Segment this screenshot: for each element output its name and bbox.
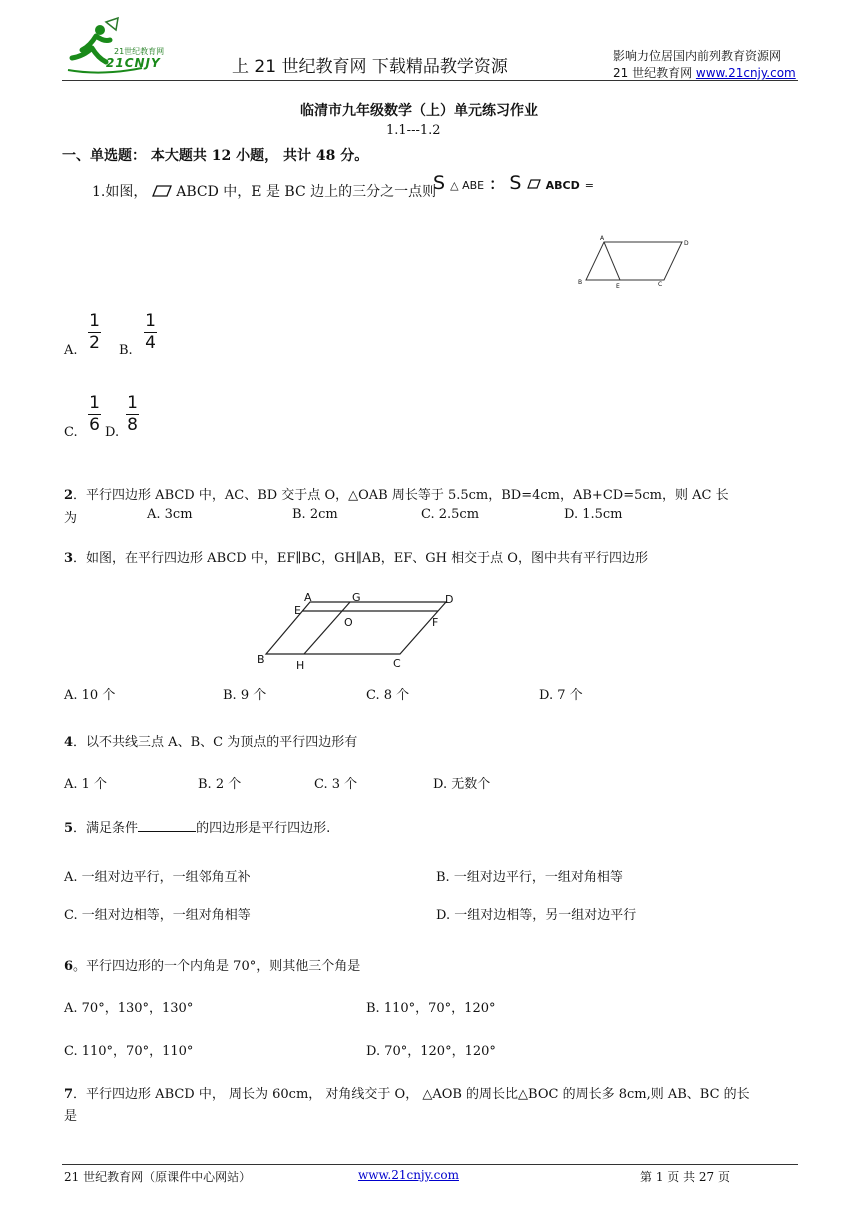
question-7 (64, 1083, 750, 1102)
q4-option-b[interactable]: B. 2 个 (198, 777, 242, 792)
q1-text: ABCD 中，E 是 BC 边上的三分之一点则 (176, 184, 437, 200)
label-b: B (578, 279, 583, 286)
q6-option-a[interactable]: A. 70°，130°，130° (64, 1001, 194, 1016)
parallelogram-icon (527, 179, 541, 189)
label-d: D (445, 593, 454, 606)
label-h: H (296, 659, 305, 672)
q1-option-b-label[interactable]: B. (119, 343, 133, 358)
q6-number: 6 (64, 959, 74, 974)
fraction-denominator: 2 (89, 333, 100, 353)
label-g: G (352, 591, 361, 604)
label-c: C (658, 281, 663, 288)
q5-blank[interactable] (138, 819, 196, 832)
q1-option-d-fraction (126, 394, 139, 435)
q1-ratio (433, 172, 594, 194)
label-b: B (257, 653, 265, 666)
q4-number: 4 (64, 735, 74, 750)
q1-option-d-label[interactable]: D. (105, 425, 120, 440)
q2-option-a[interactable]: A. 3cm (147, 507, 193, 522)
q2-option-c[interactable]: C. 2.5cm (421, 507, 480, 522)
parallelogram-abcd (586, 242, 682, 280)
question-4 (64, 731, 357, 750)
q5-option-a[interactable]: A. 一组对边平行，一组邻角互补 (64, 870, 251, 885)
logo (62, 16, 182, 80)
q6-option-b[interactable]: B. 110°，70°，120° (366, 1001, 496, 1016)
q5-option-d[interactable]: D. 一组对边相等，另一组对边平行 (436, 908, 637, 923)
q2-option-b[interactable]: B. 2cm (292, 507, 338, 522)
fraction-numerator: 1 (89, 311, 100, 331)
q3-option-b[interactable]: B. 9 个 (223, 688, 267, 703)
q1-option-a-fraction (88, 312, 101, 353)
q6-text: 。平行四边形的一个内角是 70°，则其他三个角是 (73, 959, 361, 974)
q1-triangle-sub: △ ABE (450, 179, 485, 192)
q7-text: ．平行四边形 ABCD 中， 周长为 60cm， 对角线交于 O， △AOB 的周长比△BOC 的周长多 8cm,则 AB、BC 的长 (73, 1087, 750, 1102)
fraction-denominator: 4 (145, 333, 156, 353)
fraction-denominator: 8 (127, 415, 138, 435)
q4-option-d[interactable]: D. 无数个 (433, 777, 491, 792)
question-2 (64, 484, 729, 503)
header-title: 上 21 世纪教育网 下载精品教学资源 (232, 57, 508, 77)
q5-text-a: ．满足条件 (73, 821, 139, 836)
logo-bottom-text: 21CNJY (106, 56, 161, 70)
question-3 (64, 547, 648, 566)
q3-figure (252, 588, 468, 674)
q1-option-c-fraction (88, 394, 101, 435)
label-o: O (344, 616, 353, 629)
q7-number: 7 (64, 1087, 74, 1102)
q3-option-d[interactable]: D. 7 个 (539, 688, 583, 703)
q4-option-c[interactable]: C. 3 个 (314, 777, 358, 792)
question-6 (64, 955, 360, 974)
q3-option-a[interactable]: A. 10 个 (64, 688, 116, 703)
footer-page-number: 第 1 页 共 27 页 (640, 1170, 730, 1184)
label-e: E (294, 604, 301, 617)
header-right-line2 (613, 64, 796, 81)
fraction-numerator: 1 (89, 393, 100, 413)
fraction-denominator: 6 (89, 415, 100, 435)
q1-parallelogram-sub: ABCD (545, 179, 580, 192)
label-a: A (600, 235, 605, 242)
header-site-link[interactable]: www.21cnjy.com (695, 66, 796, 80)
doc-title: 临清市九年级数学（上）单元练习作业 (300, 103, 538, 119)
doc-subtitle: 1.1---1.2 (386, 123, 441, 138)
label-d: D (684, 240, 689, 247)
header-rule (62, 80, 798, 81)
fraction-numerator: 1 (145, 311, 156, 331)
parallelogram-abcd (266, 602, 446, 654)
q1-figure (574, 232, 700, 292)
q1-equals: = (584, 179, 595, 192)
fraction-numerator: 1 (127, 393, 138, 413)
q2-text: ．平行四边形 ABCD 中，AC、BD 交于点 O，△OAB 周长等于 5.5cm，BD=4cm，AB+CD=5cm，则 AC 长 (73, 488, 729, 503)
q4-option-a[interactable]: A. 1 个 (64, 777, 108, 792)
footer-left: 21 世纪教育网（原课件中心网站） (64, 1170, 252, 1184)
q6-option-c[interactable]: C. 110°，70°，110° (64, 1044, 194, 1059)
q5-option-c[interactable]: C. 一组对边相等，一组对角相等 (64, 908, 251, 923)
q1-option-a-label[interactable]: A. (64, 343, 78, 358)
label-a: A (304, 591, 312, 604)
q3-option-c[interactable]: C. 8 个 (366, 688, 410, 703)
q5-text-b: 的四边形是平行四边形. (196, 821, 331, 836)
q3-text: ．如图，在平行四边形 ABCD 中，EF∥BC，GH∥AB，EF、GH 相交于点 O，图中共有平行四边形 (73, 551, 648, 566)
q1-option-c-label[interactable]: C. (64, 425, 78, 440)
q5-number: 5 (64, 821, 74, 836)
logo-top-text: 21世纪教育网 (114, 47, 165, 56)
label-e: E (616, 283, 620, 290)
q1-s-symbol-2: S (509, 172, 522, 194)
q1-s-symbol: S (433, 172, 446, 194)
q2-option-d[interactable]: D. 1.5cm (564, 507, 623, 522)
header-site-name: 21 世纪教育网 (613, 66, 693, 80)
q2-number: 2 (64, 488, 74, 503)
q6-option-d[interactable]: D. 70°，120°，120° (366, 1044, 496, 1059)
section-heading: 一、单选题： 本大题共 12 小题， 共计 48 分。 (62, 148, 369, 164)
question-1 (92, 181, 436, 201)
q5-option-b[interactable]: B. 一组对边平行，一组对角相等 (436, 870, 623, 885)
q4-text: ．以不共线三点 A、B、C 为顶点的平行四边形有 (73, 735, 358, 750)
q1-prefix: 1.如图， (92, 184, 148, 200)
footer-rule (62, 1164, 798, 1165)
label-c: C (393, 657, 401, 670)
label-f: F (432, 616, 439, 629)
q1-option-b-fraction (144, 312, 157, 353)
q1-colon: ： (489, 175, 505, 193)
footer-site-link[interactable]: www.21cnjy.com (358, 1168, 459, 1182)
parallelogram-icon (152, 185, 172, 197)
q2-wei: 为 (64, 511, 78, 526)
q3-number: 3 (64, 551, 74, 566)
q7-line2: 是 (64, 1109, 78, 1124)
segment-ae (604, 242, 620, 280)
header-right-line1: 影响力位居国内前列教育资源网 (613, 49, 782, 63)
question-5 (64, 817, 330, 836)
